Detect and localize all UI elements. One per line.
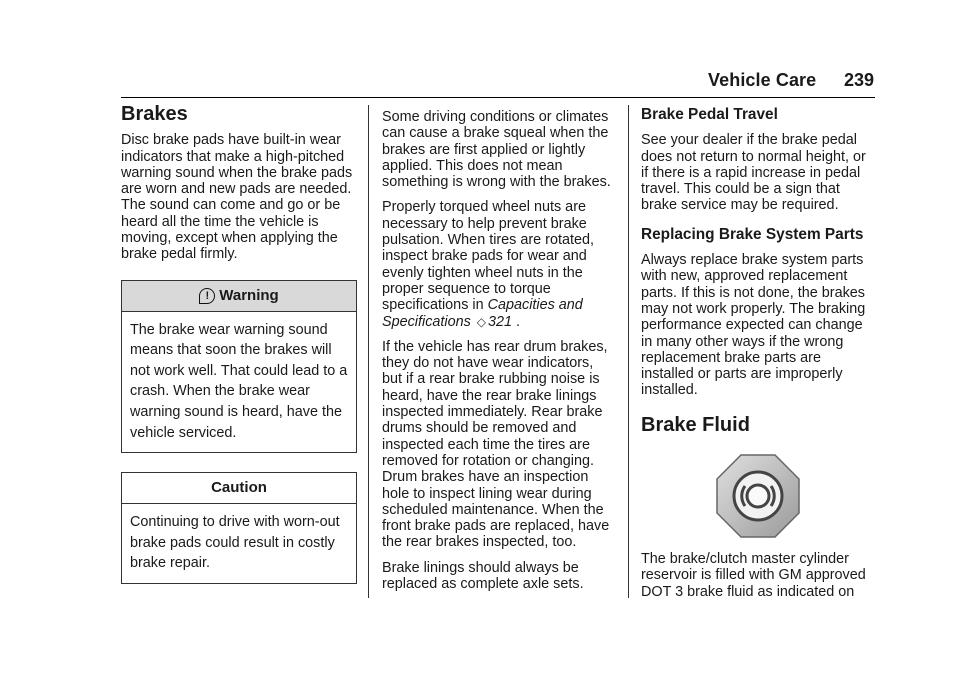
page-number: 239	[844, 70, 875, 90]
warning-icon: !	[199, 288, 215, 304]
replacing-parts-paragraph: Always replace brake system parts with new, approved replacement parts. If this is not done, the brakes may not work properly. The braking performance expected can change in many other ways if the wrong replacement brake parts are installed or parts are improperly installed.	[641, 252, 866, 399]
warning-title: Warning	[219, 286, 279, 304]
caution-box	[121, 472, 357, 584]
column-divider	[628, 105, 629, 598]
warning-body: The brake wear warning sound means that soon the brakes will not work well. That could lead to a crash. When the brake wear warning sound is heard, have the vehicle serviced.	[130, 321, 348, 441]
squeal-paragraph: Some driving conditions or climates can cause a brake squeal when the brakes are first applied or lightly applied. This does not mean something is wrong with the brakes.	[382, 109, 611, 191]
brakes-heading: Brakes	[121, 103, 188, 125]
capacities-link[interactable]: Capacities and Specifications	[382, 297, 583, 330]
torque-paragraph	[382, 199, 614, 329]
page-reference-icon: ◇	[476, 314, 487, 329]
section-title: Vehicle Care	[708, 70, 817, 90]
column-divider	[368, 105, 369, 598]
replacing-parts-heading: Replacing Brake System Parts	[641, 225, 864, 243]
torque-end: .	[512, 313, 521, 330]
caution-title: Caution	[122, 473, 356, 504]
linings-paragraph: Brake linings should always be replaced as complete axle sets.	[382, 559, 584, 593]
pedal-travel-heading: Brake Pedal Travel	[641, 106, 778, 123]
capacities-page-ref[interactable]: 321	[488, 313, 513, 330]
column-3	[641, 106, 875, 600]
brake-fluid-paragraph: The brake/clutch master cylinder reservoir is filled with GM approved DOT 3 brake fluid as indicated on	[641, 551, 866, 600]
torque-text: Properly torqued wheel nuts are necessary to help prevent brake pulsation. When tires are rotated, inspect brake pads for wear and evenly tighten wheel nuts in the proper sequence to torque specifications in	[382, 199, 594, 314]
brake-fluid-icon	[715, 453, 801, 539]
column-2	[382, 109, 614, 592]
drum-brakes-paragraph: If the vehicle has rear drum brakes, they do not have wear indicators, but if a rear brake rubbing noise is heard, have the rear brake linings inspected immediately. Rear brake drums should be removed and inspected each time the tires are removed for rotation or changing. Drum brakes have an inspection hole to inspect lining wear during scheduled maintenance. When the front brake pads are replaced, have the rear brakes inspected, too.	[382, 338, 610, 551]
warning-box	[121, 280, 357, 454]
warning-header	[122, 281, 356, 312]
column-1	[121, 103, 357, 584]
brake-fluid-heading: Brake Fluid	[641, 413, 750, 436]
brakes-intro: Disc brake pads have built-in wear indicators that make a high-pitched warning sound when the brake pads are worn and new pads are needed. The sound can come and go or be heard all the time the vehicle is moving, except when applying the brake pedal firmly.	[121, 132, 353, 263]
header-rule	[121, 97, 875, 98]
caution-body: Continuing to drive with worn-out brake pads could result in costly brake repair.	[130, 514, 340, 572]
pedal-travel-paragraph: See your dealer if the brake pedal does not return to normal height, or if there is a rapid increase in pedal travel. This could be a sign that brake service may be required.	[641, 132, 866, 214]
